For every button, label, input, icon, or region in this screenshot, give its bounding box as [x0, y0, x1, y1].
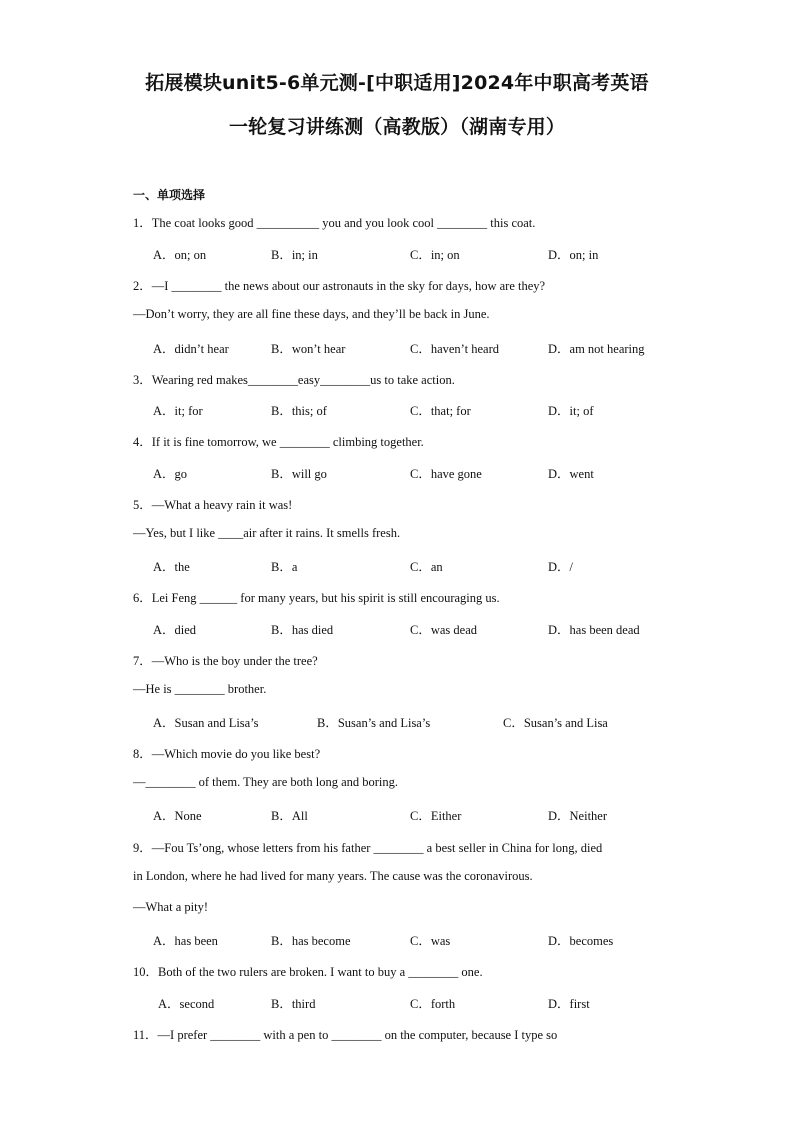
question-2-dialogue: —Don’t worry, they are all fine these days, and they’ll be back in June.	[133, 307, 490, 321]
section-heading: 一、单项选择	[133, 188, 206, 202]
question-9-stem: 9．—Fou Ts’ong, whose letters from his father ________ a best seller in China for long, died	[133, 841, 603, 855]
question-5-options	[0, 557, 794, 575]
question-1-options	[0, 245, 794, 263]
document-title-line2: 一轮复习讲练测（高教版）（湖南专用）	[228, 116, 566, 138]
question-3-stem: 3．Wearing red makes________easy________us to take action.	[133, 373, 455, 387]
option-a: A．has been	[153, 934, 218, 948]
question-9-continuation: in London, where he had lived for many years. The cause was the coronavirous.	[133, 869, 533, 883]
option-c: C．have gone	[410, 467, 482, 481]
option-b: B．a	[271, 560, 298, 574]
option-c: C．Either	[410, 809, 462, 823]
option-a: A．second	[158, 997, 215, 1011]
option-b: B．this; of	[271, 404, 327, 418]
option-b: B．All	[271, 809, 308, 823]
option-d: D．has been dead	[548, 623, 640, 637]
option-b: B．in; in	[271, 248, 318, 262]
option-c: C．an	[410, 560, 443, 574]
option-c: C．forth	[410, 997, 456, 1011]
question-9-dialogue: —What a pity!	[133, 900, 208, 914]
question-5-stem: 5．—What a heavy rain it was!	[133, 498, 293, 512]
option-a: A．didn’t hear	[153, 342, 229, 356]
question-11-stem: 11．—I prefer ________ with a pen to ________ on the computer, because I type so	[133, 1028, 558, 1042]
option-d: D．on; in	[548, 248, 599, 262]
option-c: C．in; on	[410, 248, 460, 262]
option-d: D．becomes	[548, 934, 614, 948]
question-8-options	[0, 806, 794, 824]
question-3-options	[0, 401, 794, 419]
option-b: B．Susan’s and Lisa’s	[317, 716, 431, 730]
question-2-stem: 2．—I ________ the news about our astronauts in the sky for days, how are they?	[133, 279, 546, 293]
question-10-stem: 10．Both of the two rulers are broken. I want to buy a ________ one.	[133, 965, 483, 979]
question-7-options	[0, 713, 794, 731]
option-c: C．haven’t heard	[410, 342, 499, 356]
question-9-options	[0, 931, 794, 949]
option-a: A．the	[153, 560, 190, 574]
option-b: B．will go	[271, 467, 327, 481]
question-2-options	[0, 339, 794, 357]
option-b: B．third	[271, 997, 316, 1011]
option-d: D．went	[548, 467, 594, 481]
option-b: B．won’t hear	[271, 342, 346, 356]
option-a: A．it; for	[153, 404, 203, 418]
question-8-dialogue: —________ of them. They are both long and boring.	[133, 775, 399, 789]
option-d: D．it; of	[548, 404, 594, 418]
option-d: D．/	[548, 560, 574, 574]
option-d: D．am not hearing	[548, 342, 645, 356]
question-8-stem: 8．—Which movie do you like best?	[133, 747, 321, 761]
document-title-line1: 拓展模块unit5-6单元测-[中职适用]2024年中职高考英语	[145, 72, 649, 94]
question-4-stem: 4．If it is fine tomorrow, we ________ climbing together.	[133, 435, 424, 449]
option-c: C．Susan’s and Lisa	[503, 716, 608, 730]
option-a: A．None	[153, 809, 202, 823]
question-10-options	[0, 994, 794, 1012]
option-c: C．was	[410, 934, 451, 948]
option-c: C．was dead	[410, 623, 477, 637]
option-d: D．first	[548, 997, 590, 1011]
option-a: A．go	[153, 467, 188, 481]
question-6-options	[0, 620, 794, 638]
question-5-dialogue: —Yes, but I like ____air after it rains. It smells fresh.	[133, 526, 401, 540]
option-a: A．died	[153, 623, 197, 637]
question-1-stem: 1．The coat looks good __________ you and you look cool ________ this coat.	[133, 216, 536, 230]
option-d: D．Neither	[548, 809, 608, 823]
option-b: B．has become	[271, 934, 351, 948]
question-4-options	[0, 464, 794, 482]
option-a: A．on; on	[153, 248, 207, 262]
option-b: B．has died	[271, 623, 334, 637]
option-c: C．that; for	[410, 404, 471, 418]
question-7-stem: 7．—Who is the boy under the tree?	[133, 654, 318, 668]
question-7-dialogue: —He is ________ brother.	[133, 682, 267, 696]
option-a: A．Susan and Lisa’s	[153, 716, 259, 730]
question-6-stem: 6．Lei Feng ______ for many years, but his spirit is still encouraging us.	[133, 591, 500, 605]
